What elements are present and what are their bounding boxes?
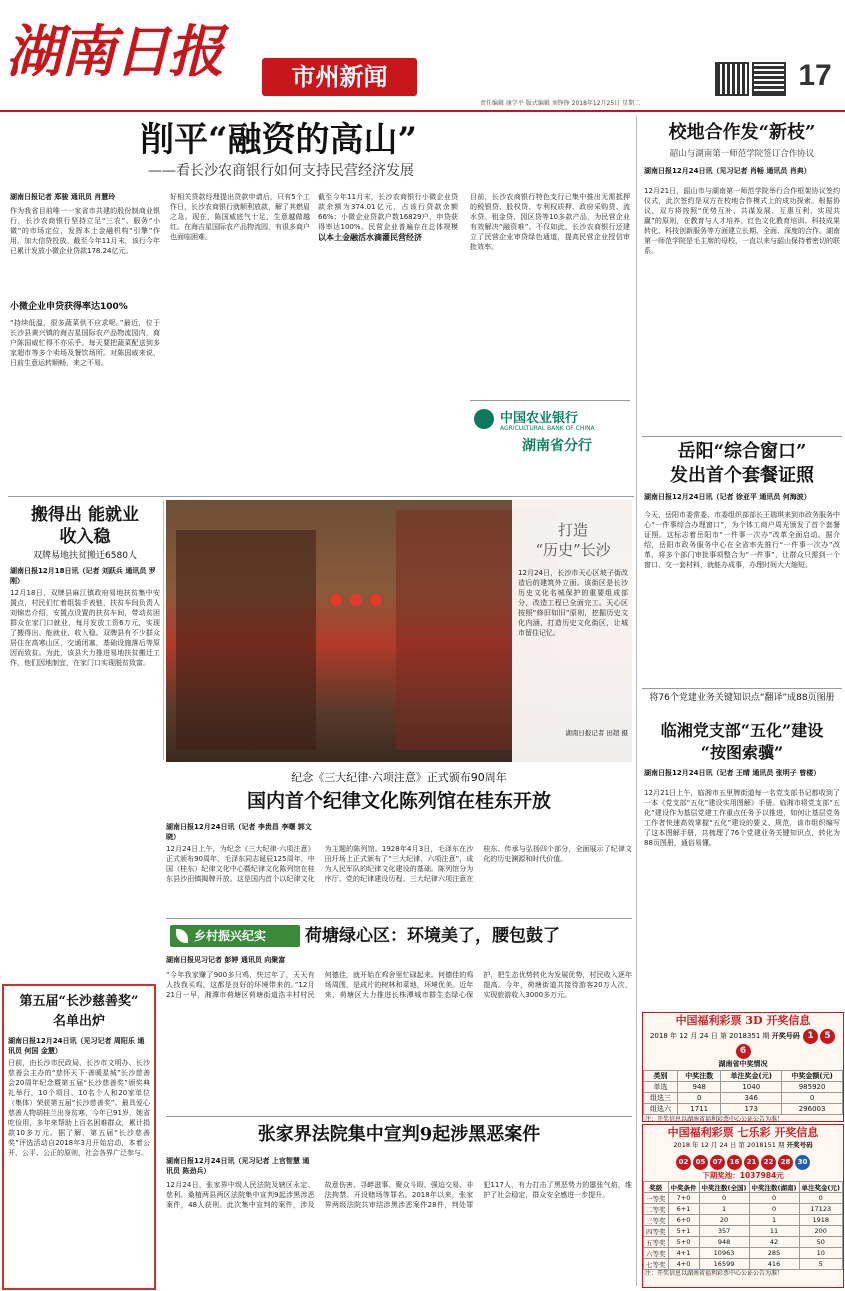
photo-story-caption: 12月24日，长沙市天心区坡子街改造后的建筑外立面。该街区是长沙历史文化名城保护的重要组成部分，改造工程已全面完工。天心区按照“修旧如旧”原则，挖掘历史文化内涵，打造历史文化街区，让城市留住记忆。: [518, 569, 628, 637]
table-row: [644, 1259, 843, 1270]
discipline-story-pre: 纪念《三大纪律·六项注意》正式颁布90周年: [291, 771, 507, 784]
rule-r1: [642, 436, 842, 437]
table-cell: 组选六: [644, 1104, 678, 1115]
lottery-qlc-balls: [643, 1150, 843, 1170]
table-cell: 5+0: [668, 1237, 699, 1248]
table-header: 中奖金额(元): [782, 1071, 843, 1082]
table-cell: 11: [749, 1226, 799, 1237]
photo-story-title-1: 打造: [557, 521, 588, 539]
table-cell: 4+1: [668, 1248, 699, 1259]
masthead: [0, 0, 845, 110]
bank-logo-icon: [474, 409, 494, 429]
rural-story-title: 荷塘绿心区：环境美了，腰包鼓了: [305, 926, 560, 946]
photo-lanterns: [326, 590, 386, 610]
poverty-story-subtitle: 双牌易地扶贫搬迁6580人: [33, 551, 137, 561]
table-cell: 200: [799, 1226, 843, 1237]
campus-story-title: 校地合作发“新枝”: [668, 122, 816, 143]
main-story-body-3b: [318, 248, 458, 488]
photo-story-credit: 湖南日报记者 田超 摄: [565, 729, 628, 737]
qr-code-right: [752, 62, 786, 96]
table-header-row: [644, 1182, 843, 1193]
table-cell: 5: [799, 1259, 843, 1270]
table-cell: 0: [749, 1193, 799, 1204]
campus-story-byline: 湖南日报12月24日讯（见习记者 肖畅 通讯员 肖典）: [644, 167, 811, 175]
lottery-qlc-note: 注：开奖信息以湖南省福利彩票中心公证公告为准！: [645, 1270, 784, 1277]
table-header: 单注奖金(元): [799, 1182, 843, 1193]
discipline-story-byline: 湖南日报12月24日讯（记者 李贵昌 李曙 郭文晓）: [166, 823, 312, 841]
table-cell: 10963: [699, 1248, 749, 1259]
table-cell: 七等奖: [644, 1259, 669, 1270]
rule-r2: [642, 688, 842, 689]
table-cell: 6+1: [668, 1204, 699, 1215]
table-cell: 50: [799, 1237, 843, 1248]
court-story-title: 张家界法院集中宣判9起涉黑恶案件: [257, 1124, 541, 1145]
table-cell: 20: [699, 1215, 749, 1226]
lottery-qlc-pool: 下期奖池：1037984元: [702, 1171, 784, 1180]
rule-mid: [166, 918, 632, 919]
table-cell: 5+1: [668, 1226, 699, 1237]
table-cell: 173: [721, 1104, 782, 1115]
lottery-3d-ball: 6: [736, 1044, 751, 1059]
table-cell: 0: [782, 1093, 843, 1104]
party-story-title-1: 临湘党支部“五化”建设: [660, 721, 824, 740]
window-story-body: 今天，岳阳市委常委、市委组织部部长王瑞琪来到市政务服务中心“一件事综合办理窗口”，为个体工商户周光颁发了首个套餐证照。这标志着岳阳市“一件事一次办”改革全面启动。据介绍，岳阳市政务服务中心在全省率先推行“一件事一次办”改革，将多个部门审批事项整合为“一件事”，让群众只需到一个窗口、交一套材料，就能办成事，办理时间大大缩短。: [644, 511, 840, 569]
main-story-subtitle: ——看长沙农商银行如何支持民营经济发展: [148, 163, 414, 179]
table-row: [644, 1237, 843, 1248]
section-tab: [262, 58, 417, 96]
editor-line: 责任编辑 康学平 版式编辑 刘铮铮 2018年12月25日 星期二: [480, 100, 641, 107]
qr-code-left: [715, 62, 749, 96]
court-story-byline: 湖南日报12月24日讯（见习记者 上官智慧 通讯员 陈劲兵）: [166, 1157, 310, 1175]
table-cell: 948: [678, 1082, 721, 1093]
window-story-title-1: 岳阳“综合窗口”: [677, 441, 807, 462]
newspaper-logo: 湖南日报: [6, 19, 222, 85]
table-cell: 0: [799, 1193, 843, 1204]
cishan-story-box: [2, 984, 156, 1290]
table-cell: 1: [749, 1215, 799, 1226]
table-cell: 1040: [721, 1082, 782, 1093]
lottery-qlc-ball: 21: [744, 1155, 759, 1170]
bank-name-cn: 中国农业银行: [500, 411, 579, 426]
table-cell: 二等奖: [644, 1204, 669, 1215]
table-cell: 346: [721, 1093, 782, 1104]
lottery-3d-table: [643, 1070, 843, 1115]
table-header: 类别: [644, 1071, 678, 1082]
table-header: 中奖注数: [678, 1071, 721, 1082]
table-header: 中奖注数(湖南): [749, 1182, 799, 1193]
party-story-byline: 湖南日报12月24日讯（记者 王晴 通讯员 张明子 曾楼）: [644, 769, 821, 777]
lottery-3d-ball: 1: [803, 1029, 818, 1044]
masthead-rule: [0, 110, 845, 112]
table-header: 单注奖金(元): [721, 1071, 782, 1082]
main-story-subhead-1: 小微企业申贷获得率达100%: [10, 302, 128, 312]
lottery-qlc-table: [643, 1181, 843, 1270]
lottery-3d-issue-row: [643, 1029, 843, 1059]
lottery-qlc-ball: 28: [778, 1155, 793, 1170]
photo-story-title-2: “历史”长沙: [535, 541, 611, 559]
lottery-3d-title: 中国福利彩票 3D 开奖信息: [675, 1014, 811, 1027]
photo-building-left: [176, 530, 316, 750]
cishan-story-title-1: 第五届“长沙慈善奖”: [19, 994, 139, 1009]
table-cell: 0: [699, 1193, 749, 1204]
poverty-story-title-2: 收入稳: [59, 527, 111, 547]
table-row: [644, 1226, 843, 1237]
column-divider-right: [636, 116, 637, 1286]
photo-caption-panel: [512, 500, 634, 762]
bank-branch: 湖南省分行: [522, 438, 592, 454]
table-row: [644, 1248, 843, 1259]
rural-badge-label: 乡村振兴纪实: [194, 929, 267, 943]
lottery-3d-issue: 2018 年 12 月 24 日 第 2018351 期: [649, 1032, 770, 1040]
table-header-row: [644, 1071, 843, 1082]
party-story-body: 12月21日上午，临湘市五里牌街道每一名党支部书记都收到了一本《党支部“五化”建设实用图解》手册。临湘市将党支部“五化”建设作为基层党建工作重点任务予以推进，如何让基层党务工作者快速高效掌握“五化”建设的要义、规范，该市组织编写了这本图解手册，共梳理了76个党建业务关键知识点，转化为88页图册，通俗易懂。: [644, 789, 840, 847]
table-cell: 0: [749, 1204, 799, 1215]
main-story-body-2: 好相关贷款经理提出贷款申请后，只有5个工作日，长沙农商银行就顺利放款，解了其燃眉之急。现在，陈国威底气十足，生意越做越红。在海吉星国际农产品物流园，有很多商户也面临困难。: [170, 193, 310, 241]
table-row: [644, 1215, 843, 1226]
lottery-qlc-ball: 02: [676, 1155, 691, 1170]
table-cell: 一等奖: [644, 1193, 669, 1204]
lottery-qlc-title: 中国福利彩票 七乐彩 开奖信息: [667, 1126, 819, 1139]
main-story-byline: 湖南日报记者 郑骏 通讯员 肖慧玲: [10, 193, 116, 201]
window-story-byline: 湖南日报12月24日讯（记者 徐亚平 通讯员 何海波）: [644, 493, 811, 501]
table-header: 奖级: [644, 1182, 669, 1193]
campus-story-body: 12月21日，韶山市与湖南第一师范学院举行合作框架协议签约仪式，此次签约是双方在校地合作模式上的成功探索。根据协议，双方将按照“优势互补、共谋发展、互惠互利、实现共赢”的原则，在教育与人才培养、红色文化教育培训、科技成果转化、科技创新服务等方面建立长期、全面、深度的合作。湖南第一师范学院是毛主席的母校，一直以来与韶山保持着密切的联系。: [644, 187, 840, 255]
table-row: [644, 1104, 843, 1115]
cishan-story-body: 日前，由长沙市民政局、长沙市文明办、长沙慈善会主办的“慈怀天下·善暖星城”长沙慈善会20周年纪念暨第五届“长沙慈善奖”颁奖典礼举行，10个项目、10名个人和20家单位（集体）荣获第五届“长沙慈善奖”。最具爱心慈善人物胡桂兰出身贫寒，今年已91岁，她省吃俭用，多年来帮助上百名困难群众，累计捐款10多万元。据了解，第五届“长沙慈善奖”评选活动自2018年3月开始启动，本着公开、公平、公正的原则，社会各界广泛参与。: [8, 1059, 150, 1157]
table-cell: 1918: [799, 1215, 843, 1226]
table-cell: 42: [749, 1237, 799, 1248]
table-cell: 6+0: [668, 1215, 699, 1226]
lottery-3d-win-label: 开奖号码: [771, 1032, 800, 1040]
lottery-3d-note: 注：开奖信息以湖南省福利彩票中心公证公告为准！: [645, 1116, 784, 1123]
table-cell: 10: [799, 1248, 843, 1259]
lottery-qlc-ball: 16: [727, 1155, 742, 1170]
lottery-qlc-win-label: 开奖号码: [786, 1141, 813, 1149]
poverty-story-body: 12月18日，双牌县麻江镇政府易地扶贫集中安置点，村民们忙着组装手表链，扶贫车间负责人刘锦忠介绍，安置点设置的扶贫车间，带动贫困群众在家门口就业，每月发放工资6万元，实现了搬得出、能就业、收入稳。双牌县有不少群众居住在高寒山区，交通闭塞，基础设施落后等原因而致贫。为此，该县大力推进易地扶贫搬迁工作，他们因地制宜，在家门口实现脱贫致富。: [10, 589, 160, 667]
campus-story-subtitle: 韶山与湖南第一师范学院签订合作协议: [669, 149, 815, 159]
cishan-story-byline: 湖南日报12月24日讯（见习记者 周阳乐 通讯员 何国 金慧）: [8, 1037, 145, 1055]
leaf-icon: [176, 929, 188, 943]
party-story-pre: 将76个党建业务关键知识点“翻译”成88页图册: [649, 693, 835, 703]
discipline-story-body: 12月24日上午，为纪念《三大纪律·六项注意》正式颁布90周年，毛泽东同志诞辰125周年，中国（桂东）纪律文化中心暨纪律文化陈列馆在桂东县沙田镇揭牌开放。这是国内首个以纪律文化为主题的陈列馆。1928年4月3日，毛泽东在沙田圩场上正式颁布了“三大纪律、六项注意”，成为人民军队的纪律文化建设的基础。陈列馆分为序厅、党的纪律建设历程、三大纪律六项注意在桂东、传承与弘扬四个部分，全面展示了纪律文化的历史渊源和时代价值。: [166, 845, 632, 883]
main-story-body-3: 截至今年11月末，长沙农商银行小微企业贷款余额为374.01亿元，占该行贷款余额66%；小微企业贷款户数16829户，申贷获得率达100%。民营企业普遍存在总体规模: [318, 193, 458, 230]
left-column-divider: [163, 500, 164, 760]
table-cell: 4+0: [668, 1259, 699, 1270]
table-cell: 0: [678, 1093, 721, 1104]
table-row: [644, 1093, 843, 1104]
poverty-story-byline: 湖南日报12月18日讯（记者 刘跃兵 通讯员 罗刚）: [10, 567, 156, 585]
lottery-qlc-ball: 05: [693, 1155, 708, 1170]
table-row: [644, 1193, 843, 1204]
main-story-bottom-rule: [8, 496, 634, 497]
lottery-qlc-ball: 22: [761, 1155, 776, 1170]
table-cell: 1: [699, 1204, 749, 1215]
main-story-lead: 作为我省目前唯一一家省市共建的股份制商业银行，长沙农商银行坚持立足“三农”、服务“小微”的市场定位，发挥本土金融机构“引擎”作用，加大信贷投放。截至今年11月末，该行今年已累计发放小微企业贷款178.24亿元。: [10, 207, 160, 255]
lottery-qlc-ball: 07: [710, 1155, 725, 1170]
table-cell: 7+0: [668, 1193, 699, 1204]
poverty-story-title-1: 搬得出 能就业: [31, 505, 139, 525]
table-cell: 四等奖: [644, 1226, 669, 1237]
table-cell: 三等奖: [644, 1215, 669, 1226]
bank-name-en: AGRICULTURAL BANK OF CHINA: [500, 425, 595, 432]
table-cell: 16599: [699, 1259, 749, 1270]
table-cell: 296003: [782, 1104, 843, 1115]
page-number: 17: [798, 59, 832, 92]
rural-story-byline: 湖南日报见习记者 彭婷 通讯员 向聚富: [166, 956, 286, 964]
rural-badge: [170, 925, 300, 947]
main-story-title: 削平“融资的高山”: [140, 120, 418, 160]
lottery-3d-region: 湖南省中奖情况: [718, 1060, 768, 1068]
window-story-title-2: 发出首个套餐证照: [670, 465, 814, 486]
rule-mid-2: [166, 1116, 632, 1117]
main-story-body-4: 目前，长沙农商银行特色支行已集中推出无需抵押的税银贷、股权贷、专利权质押、政府采购贷、流水贷、租金贷、园区贷等10多款产品，为民营企业有效解决“融资难”。不仅如此，长沙农商银行还建立了民营企业审贷绿色通道，提高民营企业授信审批效率。: [470, 193, 630, 251]
main-story-subhead-2: 以本土金融活水滴灌民营经济: [318, 233, 422, 242]
table-cell: 六等奖: [644, 1248, 669, 1259]
table-cell: 单选: [644, 1082, 678, 1093]
lottery-3d-ball: 5: [820, 1029, 835, 1044]
table-cell: 五等奖: [644, 1237, 669, 1248]
rural-story-body: “今年我家赚了900多只鸡，快过年了，天天有人找我买鸡，这都是良好的环境带来的。”12月21日一早，湘潭市荷塘区荷塘街道浩丰村村民何德佳，就开始在鸡舍里忙碌起来。何德佳的鸡场周围，是成片的树林和菜地，环境优美。近年来，荷塘区大力推进长株潭城市群生态绿心保护，把生态优势转化为发展优势，村民收入逐年提高。今年，荷塘街道共接待游客20万人次，实现旅游收入3000多万元。: [166, 971, 632, 999]
table-row: [644, 1082, 843, 1093]
table-header: 中奖条件: [668, 1182, 699, 1193]
bank-ad: [470, 400, 630, 471]
lottery-qlc-issue: 2018 年 12 月 24 日 第 2018151 期: [673, 1141, 785, 1149]
table-cell: 组选三: [644, 1093, 678, 1104]
table-cell: 17123: [799, 1204, 843, 1215]
table-cell: 948: [699, 1237, 749, 1248]
lottery-qlc-issue-row: [643, 1140, 843, 1150]
table-row: [644, 1204, 843, 1215]
table-cell: 285: [749, 1248, 799, 1259]
table-cell: 416: [749, 1259, 799, 1270]
lottery-qlc-box: [642, 1124, 844, 1288]
lottery-qlc-special-ball: 30: [795, 1155, 810, 1170]
main-story-body-1: “持续低温，很多蔬菜供不应求呢。”最近，位于长沙县黄兴镇的海吉星国际农产品物流园内，商户陈国威忙得不亦乐乎。每天要把蔬菜配送到多家超市等多个卖场及餐饮场所。对陈国威来说，日前生意运转顺畅，来之不易。: [10, 319, 160, 367]
lottery-3d-box: [642, 1012, 844, 1122]
table-cell: 985920: [782, 1082, 843, 1093]
table-cell: 357: [699, 1226, 749, 1237]
table-header: 中奖注数(全国): [699, 1182, 749, 1193]
section-title: 市州新闻: [291, 62, 388, 91]
discipline-story-title: 国内首个纪律文化陈列馆在桂东开放: [246, 790, 551, 812]
cishan-story-title-2: 名单出炉: [52, 1014, 105, 1029]
party-story-title-2: “按图索骥”: [700, 743, 784, 762]
court-story-body: 12月24日，张家界中级人民法院及辖区永定、慈利、桑植两县两区法院集中宣判9起涉黑涉恶案件，48人获刑。此次集中宣判的案件，涉及故意伤害、寻衅滋事、聚众斗殴、强迫交易、非法拘禁、开设赌场等罪名。2018年以来，张家界两级法院共审结涉黑涉恶案件28件，判处罪犯117人，有力打击了黑恶势力的嚣张气焰，维护了社会稳定，群众安全感进一步提升。: [166, 1181, 632, 1209]
table-cell: 1711: [678, 1104, 721, 1115]
